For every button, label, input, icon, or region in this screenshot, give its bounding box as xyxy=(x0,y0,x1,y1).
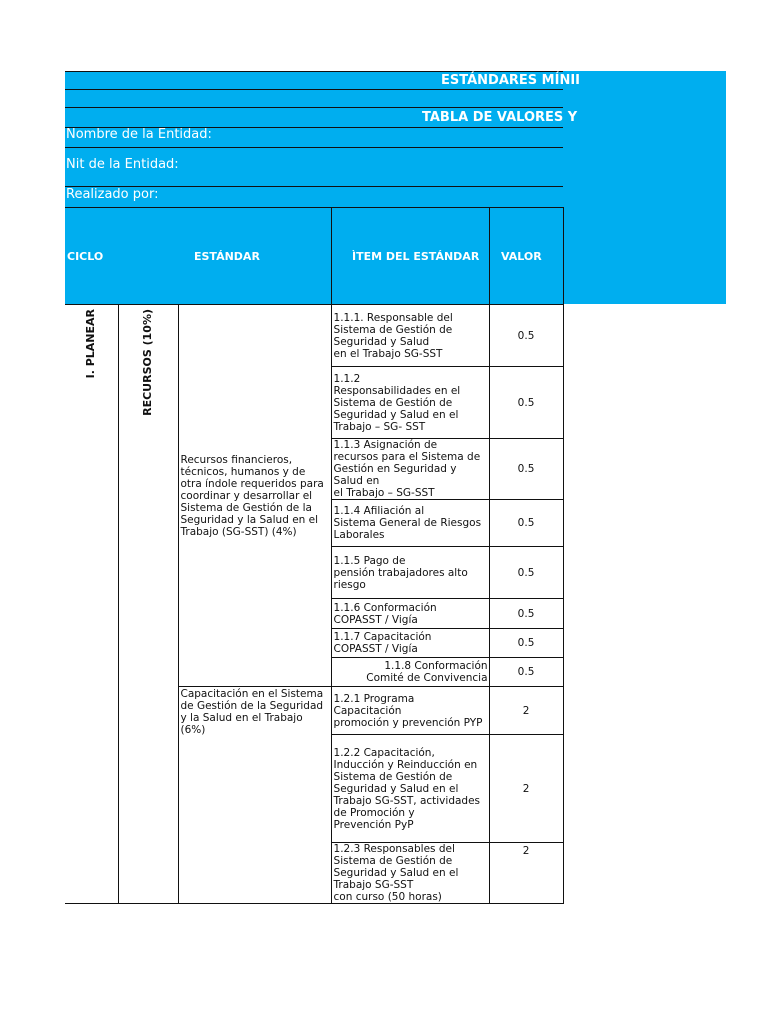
column-header-ciclo: CICLO xyxy=(67,249,104,263)
item-text: 1.1.5 Pago de pensión trabajadores alto riesgo xyxy=(333,554,468,591)
item-text: 1.1.6 Conformación COPASST / Vigía xyxy=(333,601,437,626)
item-text: 1.2.2 Capacitación, Inducción y Reinducción en Sistema de Gestión de Seguridad y Salud en el Trabajo SG-SST, actividades de Promoción y Prevención PyP xyxy=(333,746,481,831)
value-cell: 0.5 xyxy=(489,367,563,439)
value-cell: 2 xyxy=(489,843,563,904)
title-row xyxy=(65,72,581,89)
value-cell: 0.5 xyxy=(489,500,563,547)
made-by-label: Realizado por: xyxy=(66,187,159,202)
value-cell: 0.5 xyxy=(489,599,563,629)
item-text: 1.1.7 Capacitación COPASST / Vigía xyxy=(333,631,432,655)
value-cell: 0.5 xyxy=(489,305,563,367)
standards-table xyxy=(65,207,564,904)
column-header-estandar: ESTÁNDAR xyxy=(194,249,260,263)
value-cell: 0.5 xyxy=(489,439,563,500)
standard-text: Capacitación en el Sistema de Gestión de la Seguridad y la Salud en el Trabajo (6%) xyxy=(180,688,324,736)
standard-text: Recursos financieros, técnicos, humanos y de otra índole requeridos para coordinar y desarrollar el Sistema de Gestión de la Seguridad y la Salud en el Trabajo (SG-SST) (4%) xyxy=(180,453,324,538)
item-text: 1.1.3 Asignación de recursos para el Sistema de Gestión en Seguridad y Salud en el Trabajo – SG-SST xyxy=(333,439,481,499)
standard-cell xyxy=(178,687,331,904)
table-row xyxy=(65,305,563,367)
item-text: 1.1.4 Afiliación al Sistema General de Riesgos Laborales xyxy=(333,505,482,541)
item-text: 1.1.2 Responsabilidades en el Sistema de Gestión de Seguridad y Salud en el Trabajo – SG- SST xyxy=(333,372,461,433)
item-text: 1.1.8 Conformación Comité de Convivencia xyxy=(366,660,488,684)
group-label: RECURSOS (10%) xyxy=(141,309,154,416)
sheet-title: ESTÁNDARES MÍNII xyxy=(441,73,581,88)
value-cell: 0.5 xyxy=(489,547,563,599)
sheet-subtitle: TABLA DE VALORES Y xyxy=(422,110,578,125)
cycle-cell xyxy=(65,305,118,904)
divider xyxy=(65,89,563,90)
cycle-label: I. PLANEAR xyxy=(84,309,98,379)
table-header-row xyxy=(65,208,563,305)
column-header-item: ÌTEM DEL ESTÁNDAR xyxy=(352,249,480,263)
item-text: 1.2.3 Responsables del Sistema de Gestión de Seguridad y Salud en el Trabajo SG-SST con curso (50 horas) xyxy=(333,843,459,903)
column-header-valor: VALOR xyxy=(501,249,542,263)
value-cell: 0.5 xyxy=(489,629,563,658)
divider xyxy=(65,147,563,148)
group-cell xyxy=(118,305,178,904)
subtitle-row xyxy=(65,108,578,127)
item-text: 1.1.1. Responsable del Sistema de Gestión de Seguridad y Salud en el Trabajo SG-SST xyxy=(333,311,453,360)
value-cell: 2 xyxy=(489,735,563,843)
value-cell: 2 xyxy=(489,687,563,735)
entity-nit-label: Nit de la Entidad: xyxy=(66,157,179,172)
standard-cell xyxy=(178,305,331,687)
item-text: 1.2.1 Programa Capacitación promoción y prevención PYP xyxy=(333,692,483,729)
entity-name-label: Nombre de la Entidad: xyxy=(66,127,212,142)
value-cell: 0.5 xyxy=(489,658,563,687)
